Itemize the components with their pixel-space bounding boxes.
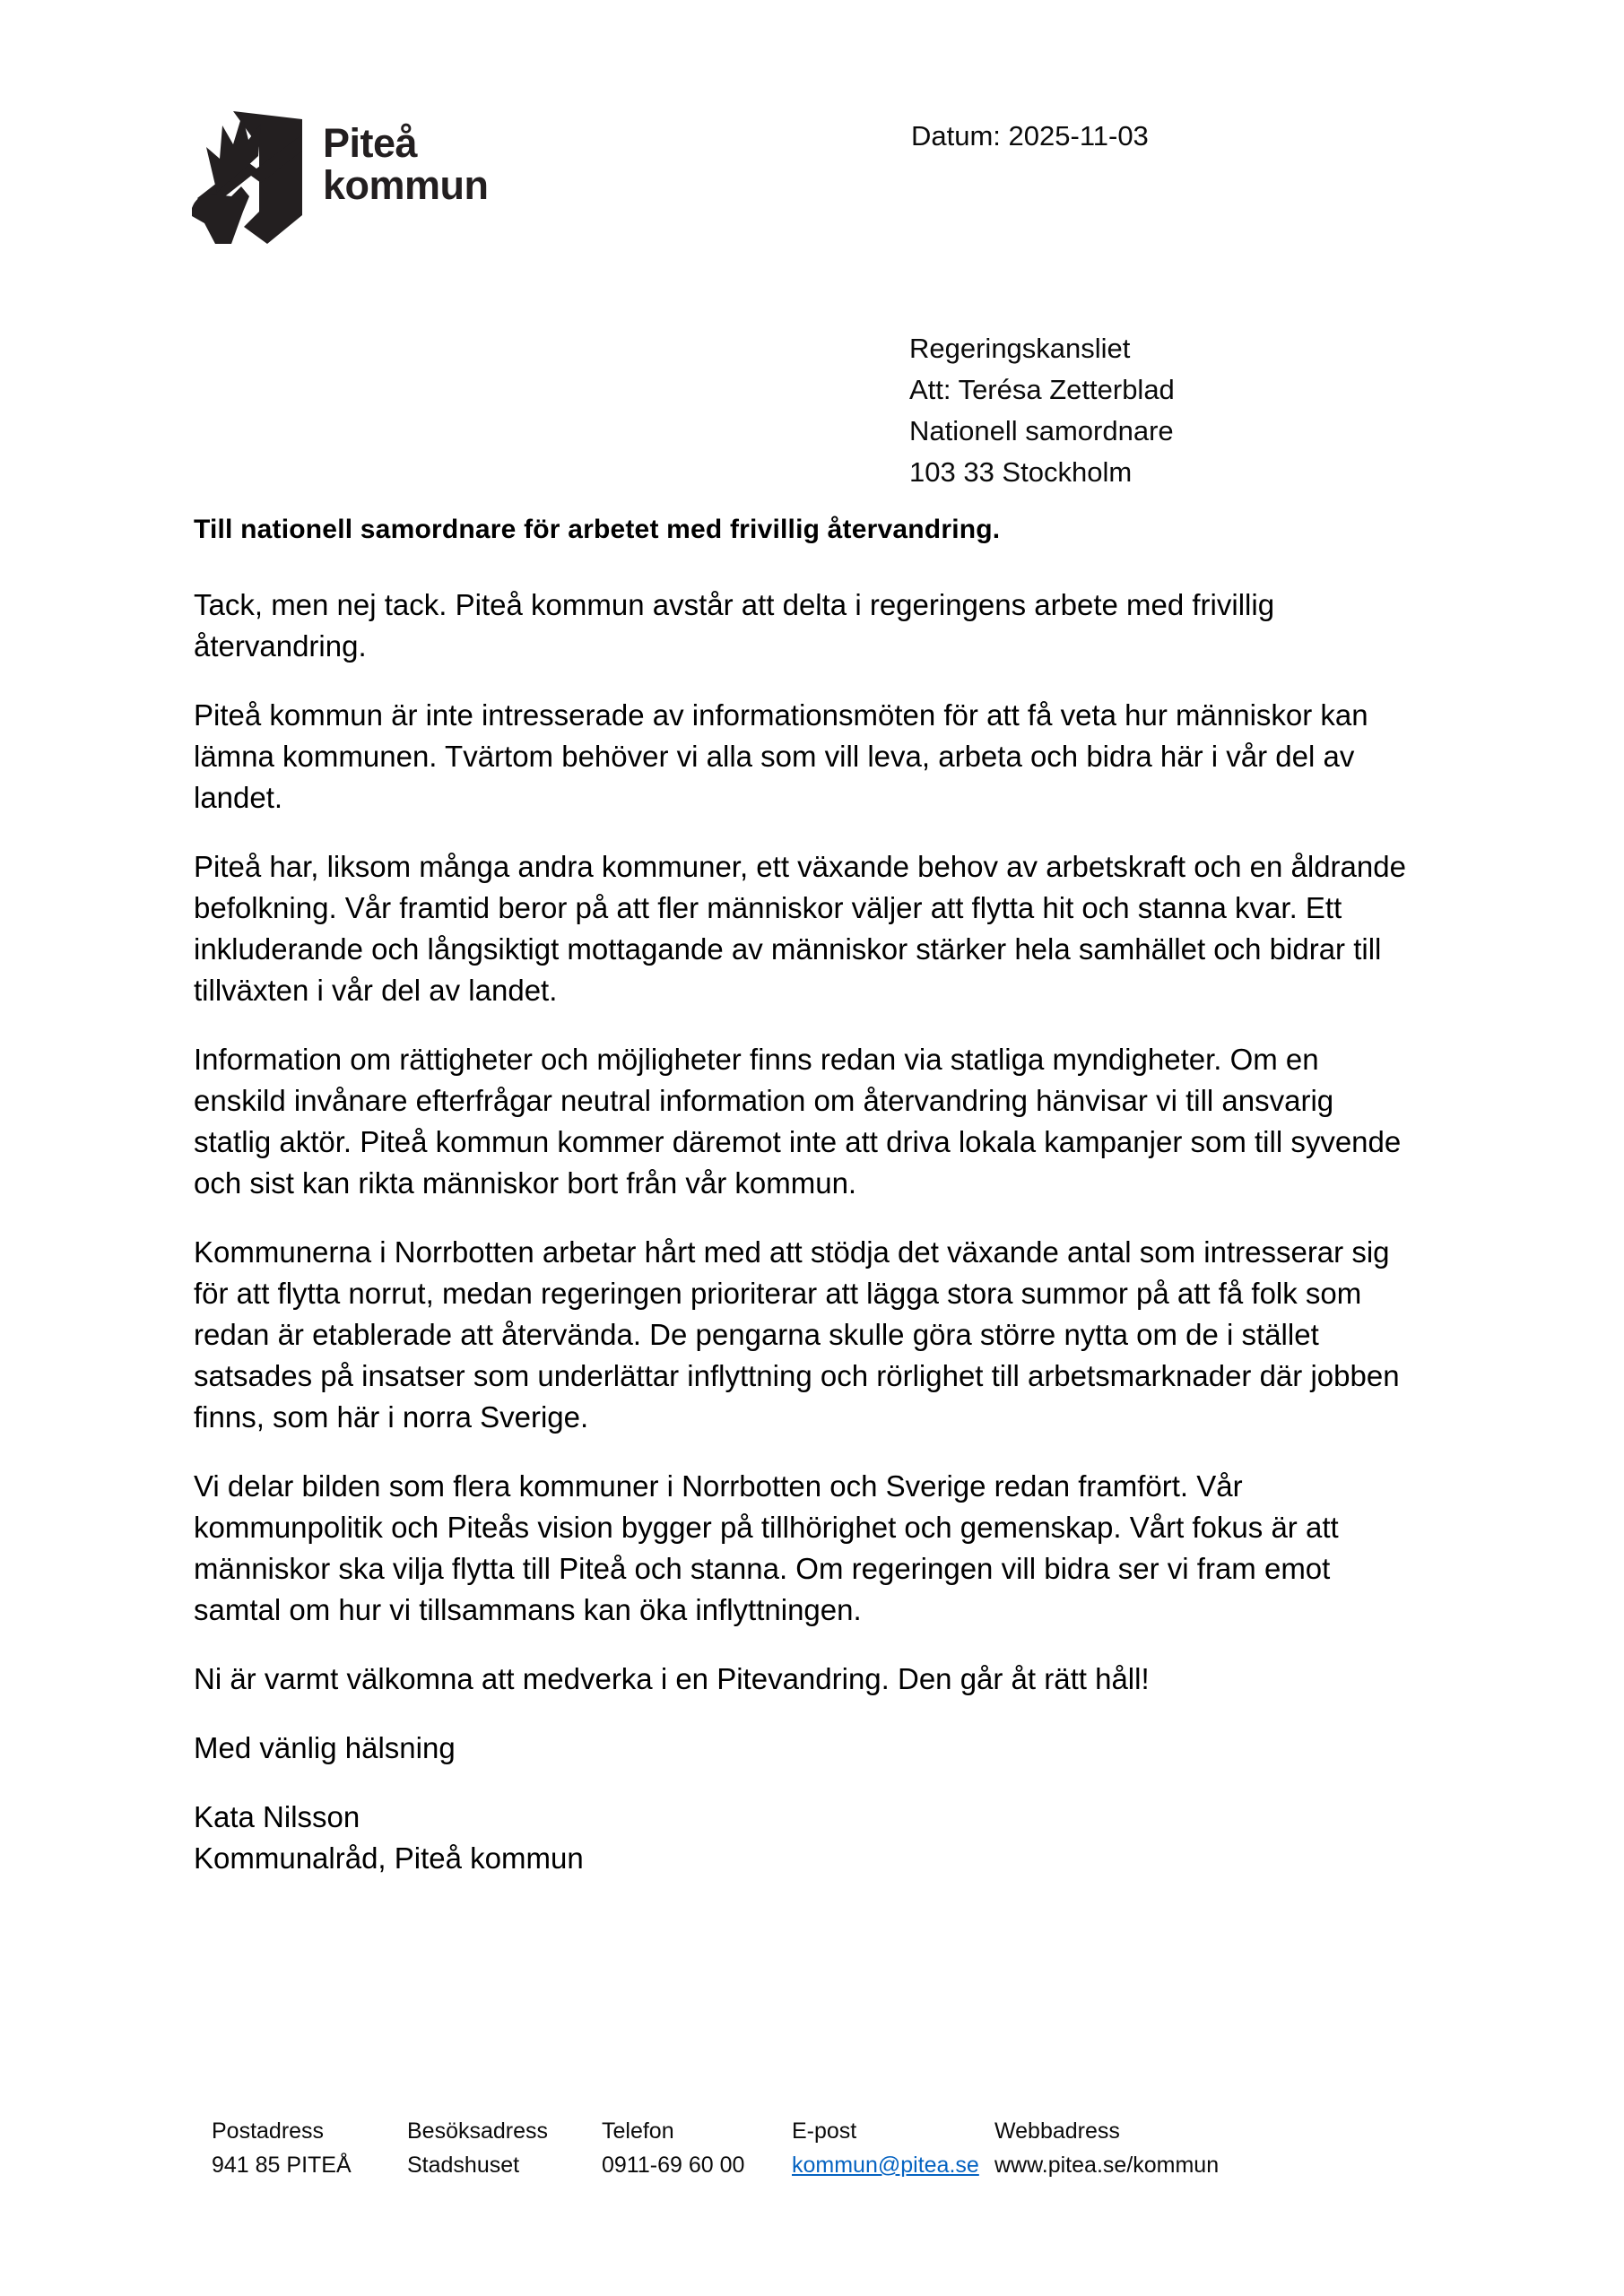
letter-heading: Till nationell samordnare för arbetet med frivillig återvandring.	[194, 515, 1001, 544]
footer-label: Postadress	[212, 2118, 325, 2144]
body-paragraph-2: Piteå kommun är inte intresserade av informationsmöten för att få veta hur människor kan lämna kommunen. Tvärtom behöver vi alla som vill leva, arbeta och bidra här i vår del av landet.	[194, 698, 1368, 814]
footer-value: Stadshuset	[407, 2153, 520, 2178]
signature-name: Kata Nilsson	[194, 1800, 360, 1833]
signature-block	[194, 1797, 1415, 1879]
pitea-kommun-logo	[190, 109, 489, 246]
body-paragraph-3: Piteå har, liksom många andra kommuner, ett växande behov av arbetskraft och en åldrande befolkning. Vår framtid beror på att fler människor väljer att flytta hit och stanna kvar. Ett inkluderande och långsiktigt mottagande av människor stärker hela samhället och bidrar till tillväxten i vår del av landet.	[194, 850, 1406, 1007]
letter-body	[194, 509, 1415, 1879]
closing-phrase: Med vänlig hälsning	[194, 1731, 456, 1764]
body-paragraph-6: Vi delar bilden som flera kommuner i Norrbotten och Sverige redan framfört. Vår kommunpolitik och Piteås vision bygger på tillhörighet och gemenskap. Vårt fokus är att människor ska vilja flytta till Piteå och stanna. Om regeringen vill bidra ser vi fram emot samtal om hur vi tillsammans kan öka inflyttningen.	[194, 1469, 1339, 1626]
recipient-line: Regeringskansliet	[909, 333, 1131, 364]
body-paragraph-5: Kommunerna i Norrbotten arbetar hårt med att stödja det växande antal som intresserar sig för att flytta norrut, medan regeringen prioriterar att lägga stora summor på att få folk som redan är etablerade att återvända. De pengarna skulle göra större nytta om de i stället satsades på insatser som underlättar inflyttning och rörlighet till arbetsmarknader där jobben finns, som här i norra Sverige.	[194, 1235, 1400, 1434]
recipient-address-block	[909, 328, 1175, 493]
footer-label: E-post	[792, 2118, 857, 2144]
logo-wordmark	[323, 122, 489, 206]
logo-wordmark-line2: kommun	[323, 162, 489, 208]
body-paragraph-1: Tack, men nej tack. Piteå kommun avstår att delta i regeringens arbete med frivillig återvandring.	[194, 588, 1275, 663]
date-line: Datum: 2025-11-03	[911, 120, 1149, 152]
footer-label: Telefon	[602, 2118, 674, 2144]
signature-title: Kommunalråd, Piteå kommun	[194, 1841, 584, 1875]
footer-label: Webbadress	[994, 2118, 1120, 2144]
letter-footer	[212, 2114, 1489, 2182]
logo-wordmark-line1: Piteå	[323, 120, 418, 166]
footer-email-link[interactable]: kommun@pitea.se	[792, 2153, 979, 2178]
footer-value: www.pitea.se/kommun	[994, 2153, 1220, 2178]
footer-value: 941 85 PITEÅ	[212, 2153, 352, 2178]
footer-postal-address	[212, 2114, 407, 2182]
footer-telephone	[602, 2114, 792, 2182]
recipient-line: 103 33 Stockholm	[909, 456, 1133, 488]
footer-visiting-address	[407, 2114, 602, 2182]
footer-email	[792, 2114, 994, 2182]
footer-label: Besöksadress	[407, 2118, 549, 2144]
recipient-line: Nationell samordnare	[909, 415, 1174, 446]
footer-value: 0911-69 60 00	[602, 2153, 745, 2178]
recipient-line: Att: Terésa Zetterblad	[909, 374, 1175, 405]
body-paragraph-4: Information om rättigheter och möjligheter finns redan via statliga myndigheter. Om en enskild invånare efterfrågar neutral information om återvandring hänvisar vi till ansvarig statlig aktör. Piteå kommun kommer däremot inte att driva lokala kampanjer som till syvende och sist kan rikta människor bort från vår kommun.	[194, 1043, 1402, 1200]
footer-web-address	[994, 2114, 1219, 2182]
moose-shield-icon	[190, 109, 305, 246]
body-paragraph-7: Ni är varmt välkomna att medverka i en Pitevandring. Den går åt rätt håll!	[194, 1662, 1150, 1695]
